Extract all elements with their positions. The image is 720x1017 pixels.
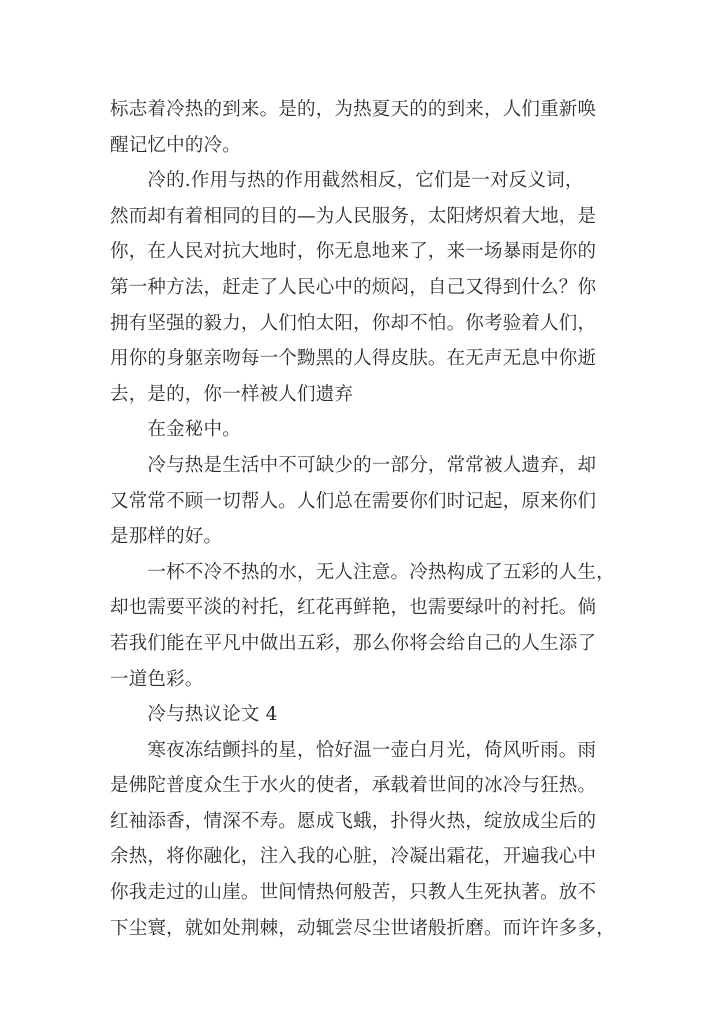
- paragraph-continuation: 标志着冷热的到来。是的，为热夏天的的到来，人们重新唤 醒记忆中的冷。: [110, 99, 597, 156]
- section-heading: 冷与热议论文 4: [110, 704, 278, 726]
- paragraph-cold-and-hot: 冷与热是生活中不可缺少的一部分，常常被人遗弃，却 又常常不顾一切帮人。人们总在需要你们时记起，原来你们 是那样的好。: [110, 454, 597, 548]
- paragraph-cold-function: 冷的.作用与热的作用截然相反，它们是一对反义词， 然而却有着相同的目的—为人民服务，太阳烤炽着大地，是 你，在人民对抗大地时，你无息地来了，来一场暴雨是你的 第一种方法，赶走了人民心中的烦闷，自己又得到什么？你 拥有坚强的毅力，人们怕太阳，你却不怕。你考验着人们， 用你的身躯亲吻每一个黝黑的人得皮肤。在无声无息中你逝 去，是的，你一样被人们遗弃: [110, 170, 597, 405]
- paragraph-winter-night: 寒夜冻结颤抖的星，恰好温一壶白月光，倚风听雨。雨 是佛陀普度众生于水火的使者，承载着世间的冰冷与狂热。 红袖添香，情深不寿。愿成飞蛾，扑得火热，绽放成尘后的 余热，将你融化，注入我的心脏，冷凝出霜花，开遍我心中 你我走过的山崖。世间情热何般苦，只教人生死执著。放不 下尘寰，就如处荆棘，动辄尝尽尘世诸般折磨。而许许多多，: [110, 739, 615, 939]
- paragraph-short-line: 在金秘中。: [110, 419, 241, 441]
- document-body: [110, 92, 620, 946]
- paragraph-lukewarm-water: 一杯不冷不热的水，无人注意。冷热构成了五彩的人生， 却也需要平淡的衬托，红花再鲜艳，也需要绿叶的衬托。倘 若我们能在平凡中做出五彩，那么你将会给自己的人生添了 一道色彩。: [110, 561, 615, 690]
